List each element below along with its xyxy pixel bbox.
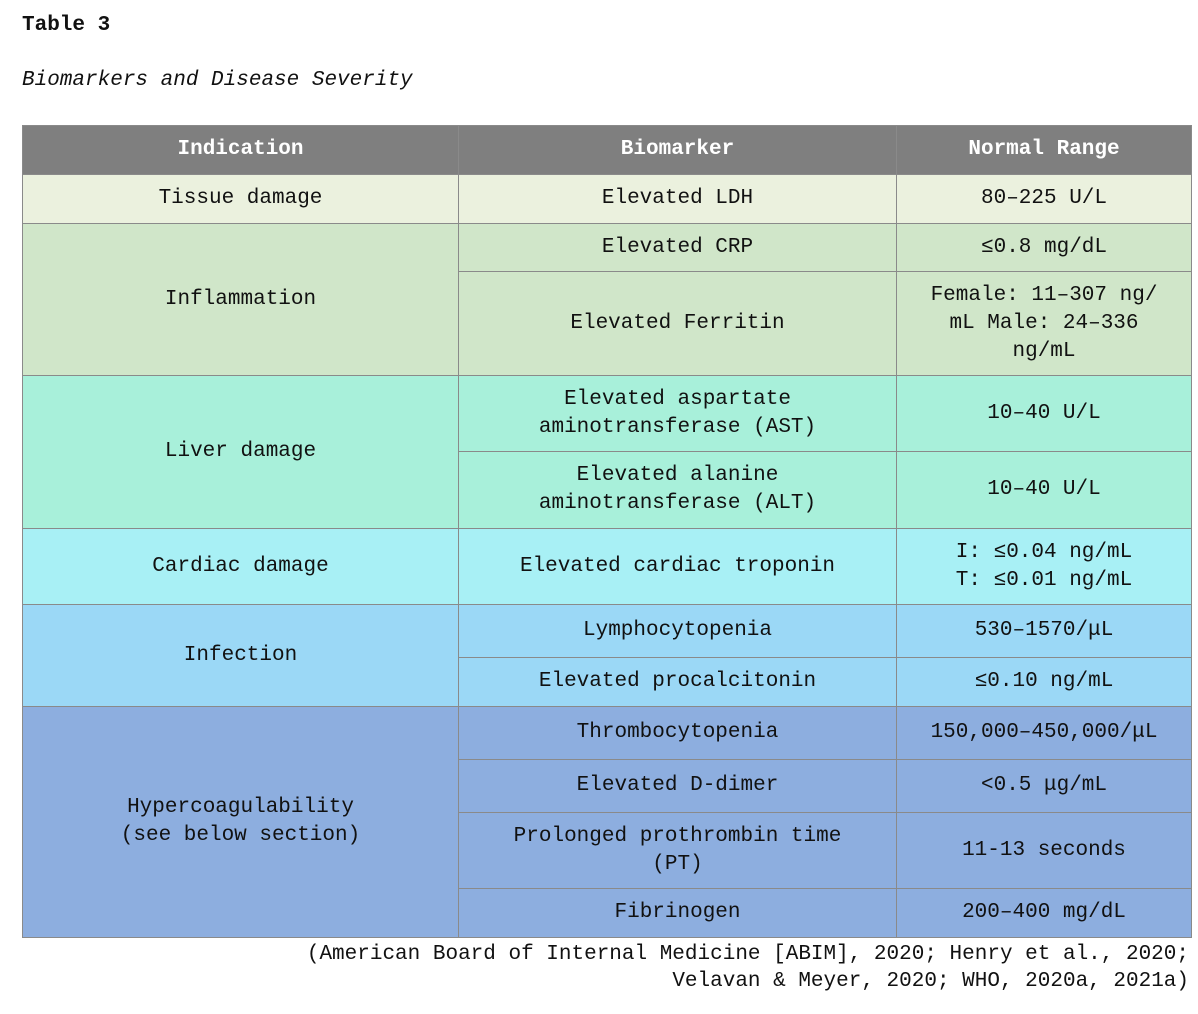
- header-row: [23, 126, 1192, 175]
- range-cell: Female: 11–307 ng/ mL Male: 24–336 ng/mL: [897, 272, 1192, 376]
- biomarker-cell: Fibrinogen: [459, 889, 897, 938]
- header-biomarker: Biomarker: [459, 126, 897, 175]
- indication-cell: Hypercoagulability (see below section): [23, 707, 459, 938]
- biomarker-cell: Elevated aspartate aminotransferase (AST): [459, 376, 897, 452]
- table-row: [23, 605, 1192, 658]
- biomarker-cell: Elevated procalcitonin: [459, 658, 897, 707]
- indication-cell: Inflammation: [23, 224, 459, 376]
- biomarker-cell: Thrombocytopenia: [459, 707, 897, 760]
- range-cell: 10–40 U/L: [897, 376, 1192, 452]
- biomarker-cell: Elevated CRP: [459, 224, 897, 272]
- biomarker-cell: Elevated Ferritin: [459, 272, 897, 376]
- table-row: [23, 175, 1192, 224]
- biomarker-cell: Elevated D-dimer: [459, 760, 897, 813]
- table-row: [23, 707, 1192, 760]
- table-title: Table 3: [22, 14, 111, 37]
- table-row: [23, 224, 1192, 272]
- biomarker-cell: Elevated cardiac troponin: [459, 529, 897, 605]
- table-row: [23, 529, 1192, 605]
- header-normal-range: Normal Range: [897, 126, 1192, 175]
- citation: (American Board of Internal Medicine [ABIM], 2020; Henry et al., 2020; Velavan & Meyer, 2020; WHO, 2020a, 2021a): [306, 943, 1189, 993]
- biomarker-cell: Elevated LDH: [459, 175, 897, 224]
- table-subtitle: Biomarkers and Disease Severity: [22, 69, 413, 92]
- biomarker-cell: Prolonged prothrombin time (PT): [459, 813, 897, 889]
- range-cell: 10–40 U/L: [897, 452, 1192, 529]
- biomarker-cell: Lymphocytopenia: [459, 605, 897, 658]
- indication-cell: Cardiac damage: [23, 529, 459, 605]
- range-cell: 530–1570/μL: [897, 605, 1192, 658]
- indication-cell: Liver damage: [23, 376, 459, 529]
- range-cell: I: ≤0.04 ng/mL T: ≤0.01 ng/mL: [897, 529, 1192, 605]
- range-cell: 150,000–450,000/μL: [897, 707, 1192, 760]
- range-cell: ≤0.8 mg/dL: [897, 224, 1192, 272]
- indication-cell: Infection: [23, 605, 459, 707]
- table-row: [23, 376, 1192, 452]
- range-cell: 80–225 U/L: [897, 175, 1192, 224]
- range-cell: 200–400 mg/dL: [897, 889, 1192, 938]
- header-indication: Indication: [23, 126, 459, 175]
- range-cell: <0.5 μg/mL: [897, 760, 1192, 813]
- biomarker-cell: Elevated alanine aminotransferase (ALT): [459, 452, 897, 529]
- range-cell: ≤0.10 ng/mL: [897, 658, 1192, 707]
- biomarker-table: [22, 125, 1192, 938]
- indication-cell: Tissue damage: [23, 175, 459, 224]
- range-cell: 11-13 seconds: [897, 813, 1192, 889]
